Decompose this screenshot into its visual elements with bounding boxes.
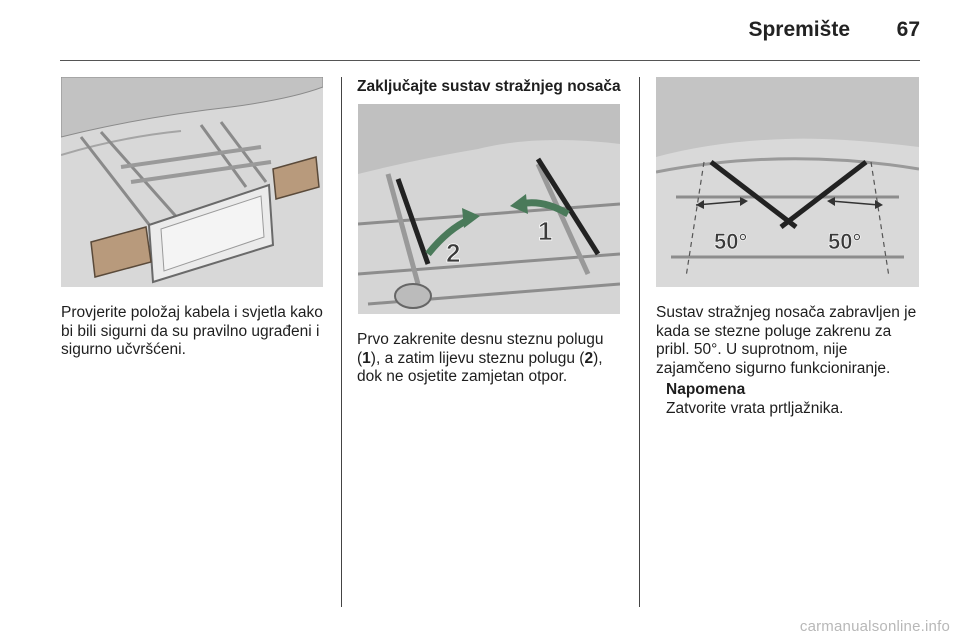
note-heading: Napomena xyxy=(666,381,746,398)
lock-status-paragraph: Sustav stražnjeg nosača zabravljen je kada se stezne poluge zakrenu za pribl. 50°. U suprotnom, nije zajamčeno sigurno funkcioniranje. xyxy=(656,304,917,377)
header-divider xyxy=(60,60,920,61)
clamping-levers-illustration xyxy=(358,104,620,314)
cable-lights-instruction: Provjerite položaj kabela i svjetla kako bi bili sigurni da su pravilno ugrađeni i sigurno učvršćeni. xyxy=(61,304,323,358)
lock-carrier-heading: Zaključajte sustav stražnjeg nosača xyxy=(357,78,621,95)
lever-angle-illustration xyxy=(656,77,919,287)
lever-instruction-part2: ), a zatim lijevu steznu polugu ( xyxy=(370,349,585,367)
note-text: Zatvorite vrata prtljažnika. xyxy=(666,399,844,417)
lever-angle-figure xyxy=(656,77,919,287)
footer-watermark: carmanualsonline.info xyxy=(799,618,950,635)
page-number: 67 xyxy=(896,18,920,41)
lever-ref-2: 2 xyxy=(584,349,594,367)
angle-label-left: 50° xyxy=(714,229,748,254)
clamping-levers-figure xyxy=(358,104,620,314)
carrier-lights-illustration xyxy=(61,77,323,287)
lever-label-2: 2 xyxy=(446,238,461,268)
note-block xyxy=(666,381,926,418)
column-divider-left xyxy=(341,77,342,607)
carrier-lights-figure xyxy=(61,77,323,287)
angle-label-right: 50° xyxy=(828,229,862,254)
lever-instruction-part3: ), dok ne osjetite zamjetan otpor. xyxy=(357,349,603,385)
lever-instruction xyxy=(357,331,629,387)
lever-label-1: 1 xyxy=(538,216,553,246)
lever-instruction-part1: Prvo zakrenite desnu steznu polugu ( xyxy=(357,331,604,367)
column-divider-right xyxy=(639,77,640,607)
section-title: Spremište xyxy=(748,18,850,41)
lever-ref-1: 1 xyxy=(362,349,371,367)
